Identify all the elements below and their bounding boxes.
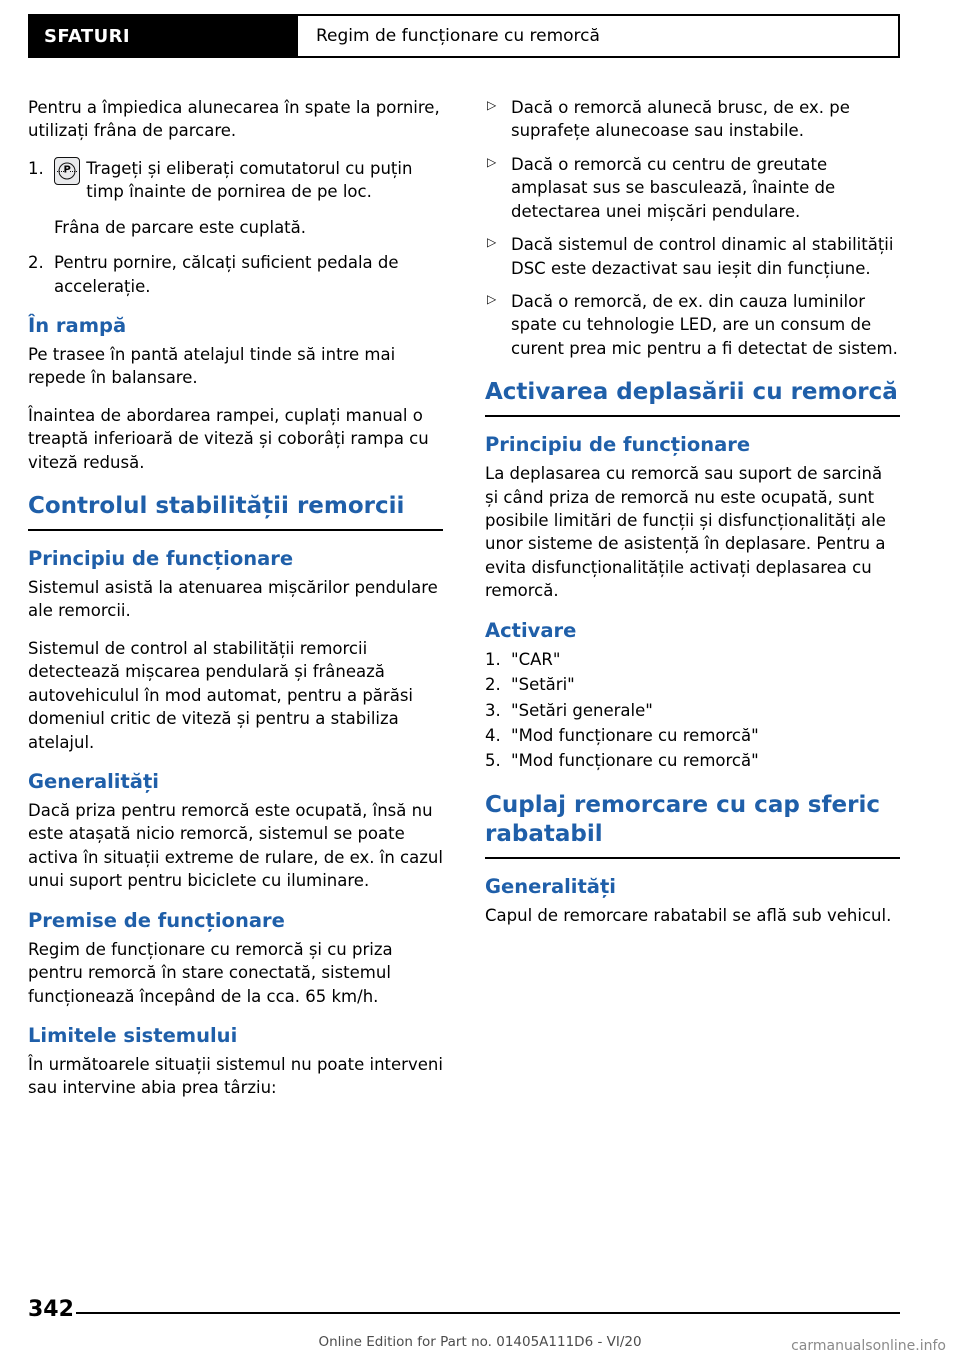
step-item: "Setări" bbox=[511, 675, 575, 695]
principle-paragraph-2: Sistemul de control al stabilității remorcii detectează mișcarea pendulară și frânează autovehiculul în mod automat, pentru a părăsi domeniul critic de viteză și pentru a stabiliza atelajul. bbox=[28, 638, 413, 752]
ramp-paragraph-2: Înaintea de abordarea rampei, cuplați manual o treaptă inferioară de viteză și coborâți rampa cu viteză redusă. bbox=[28, 405, 429, 472]
heading-controlul-stabilitatii-remorcii: Controlul stabilității remorcii bbox=[28, 492, 443, 531]
step-item: "CAR" bbox=[511, 649, 561, 669]
heading-premise-de-functionare: Premise de funcționare bbox=[28, 908, 285, 932]
right-column bbox=[485, 96, 900, 941]
watermark: carmanualsonline.info bbox=[791, 1338, 946, 1354]
principle-paragraph-1: Sistemul asistă la atenuarea mișcărilor pendulare ale remorcii. bbox=[28, 578, 438, 621]
list-item: ▷ Dacă o remorcă alunecă brusc, de ex. pe suprafețe alunecoase sau instabile. bbox=[485, 96, 900, 143]
heading-principiu-de-functionare-left: Principiu de funcționare bbox=[28, 547, 294, 571]
step-item: Pentru pornire, călcați suficient pedala de accelerație. bbox=[54, 253, 399, 296]
step-item bbox=[28, 157, 443, 204]
heading-principiu-de-functionare-right: Principiu de funcționare bbox=[485, 433, 751, 457]
header-topic-label: Regim de funcționare cu remorcă bbox=[298, 16, 898, 56]
step-item: "Setări generale" bbox=[511, 700, 653, 720]
limits-bullet-list bbox=[485, 96, 900, 360]
footer-divider bbox=[76, 1312, 900, 1314]
heading-cuplaj-remorcare-cu-cap-sferic-rabatabil: Cuplaj remorcare cu cap sferic rabatabil bbox=[485, 791, 900, 859]
step-item: "Mod funcționare cu remorcă" bbox=[511, 725, 759, 745]
list-item: ▷ Dacă o remorcă cu centru de greutate amplasat sus se basculează, înainte de detectarea unei mișcări pendulare. bbox=[485, 153, 900, 223]
parking-brake-icon bbox=[54, 157, 80, 185]
left-column bbox=[28, 96, 443, 1114]
start-procedure-steps-2 bbox=[28, 251, 443, 298]
step-text: Trageți și eliberați comutatorul cu puțin timp înainte de pornirea de pe loc. bbox=[86, 158, 413, 202]
principle-paragraph-right: La deplasarea cu remorcă sau suport de sarcină și când priza de remorcă nu este ocupată, sunt posibile limitări de funcții și disfuncționalități ale unor sisteme de asistență în deplasare. Pentru a evita disfuncționalitățile activați deplasarea cu remorcă. bbox=[485, 464, 886, 601]
premises-paragraph: Regim de funcționare cu remorcă și cu priza pentru remorcă în stare conectată, sistemul funcționează începând de la cca. 65 km/h. bbox=[28, 939, 393, 1006]
list-item: ▷ Dacă o remorcă, de ex. din cauza luminilor spate cu tehnologie LED, are un consum de curent prea mic pentru a fi detectat de sistem. bbox=[485, 290, 900, 360]
activation-steps bbox=[485, 648, 900, 773]
limits-paragraph: În următoarele situații sistemul nu poate interveni sau intervine abia prea târziu: bbox=[28, 1054, 443, 1098]
ramp-paragraph-1: Pe trasee în pantă atelajul tinde să intre mai repede în balansare. bbox=[28, 344, 396, 388]
heading-activare: Activare bbox=[485, 618, 577, 642]
heading-limitele-sistemului: Limitele sistemului bbox=[28, 1023, 238, 1047]
step-item: "Mod funcționare cu remorcă" bbox=[511, 751, 759, 771]
heading-activarea-deplasarii-cu-remorca: Activarea deplasării cu remorcă bbox=[485, 378, 900, 417]
footer-note: Online Edition for Part no. 01405A111D6 - VI/20 bbox=[318, 1334, 642, 1350]
page-number: 342 bbox=[28, 1297, 74, 1322]
general-paragraph-left: Dacă priza pentru remorcă este ocupată, însă nu este atașată nicio remorcă, sistemul se poate activa în situații extreme de rulare, de ex. în cazul unui suport pentru biciclete cu iluminare. bbox=[28, 800, 443, 891]
page-header bbox=[28, 14, 900, 58]
heading-generalitati-left: Generalități bbox=[28, 769, 159, 793]
intro-paragraph: Pentru a împiedica alunecarea în spate la pornire, utilizați frâna de parcare. bbox=[28, 98, 440, 141]
start-procedure-steps bbox=[28, 157, 443, 204]
list-item: ▷ Dacă sistemul de control dinamic al stabilității DSC este dezactivat sau ieșit din funcțiune. bbox=[485, 233, 900, 280]
general-paragraph-right: Capul de remorcare rabatabil se află sub vehicul. bbox=[485, 905, 892, 925]
step1-note: Frâna de parcare este cuplată. bbox=[54, 217, 307, 237]
header-chapter-label: SFATURI bbox=[30, 16, 298, 56]
heading-in-rampa: În rampă bbox=[28, 313, 127, 337]
heading-generalitati-right: Generalități bbox=[485, 874, 616, 898]
